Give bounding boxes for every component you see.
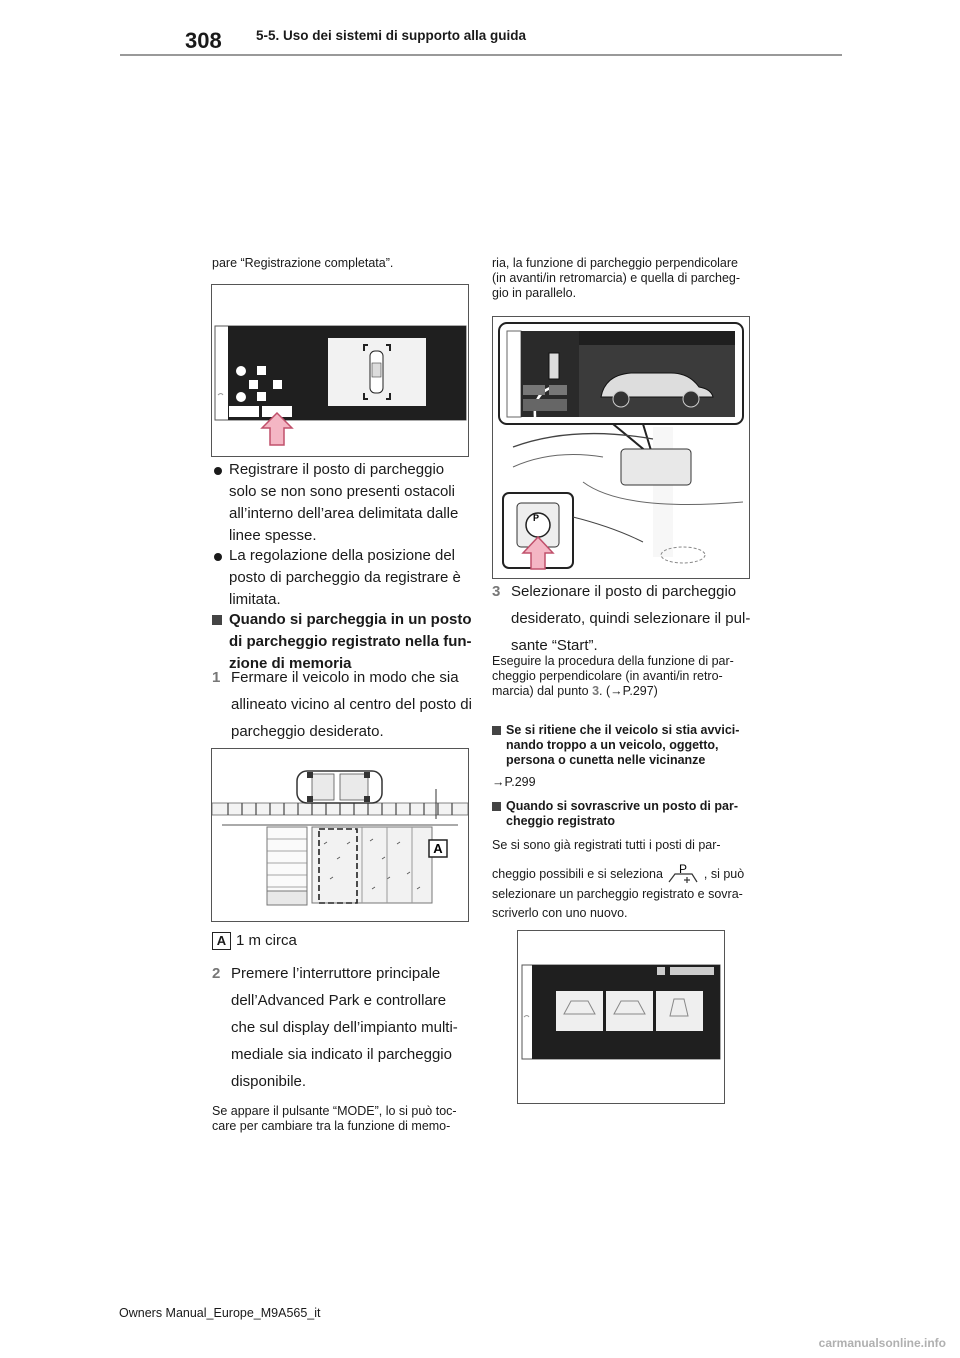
parking-p-icon bbox=[666, 862, 700, 884]
slot-selection-illustration bbox=[518, 931, 724, 1103]
proc-line bbox=[492, 684, 754, 699]
cont-line: (in avanti/in retromarcia) e quella di parcheg- bbox=[492, 271, 741, 285]
section-title: 5-5. Uso dei sistemi di supporto alla guida bbox=[256, 28, 527, 43]
proc-line: Eseguire la procedura della funzione di par- bbox=[492, 654, 734, 668]
figure-slot-selection bbox=[517, 930, 725, 1104]
overwrite-line-3: selezionare un parcheggio registrato e sovra- bbox=[492, 887, 743, 901]
step-2-number: 2 bbox=[212, 965, 221, 982]
intro-text: pare “Registrazione completata”. bbox=[212, 256, 394, 270]
heading-line: zione di memoria bbox=[229, 655, 352, 672]
proc-step-ref: 3 bbox=[592, 684, 600, 698]
heading-square-icon bbox=[212, 615, 222, 625]
heading-line: cheggio registrato bbox=[506, 814, 616, 828]
registration-screen-illustration bbox=[212, 285, 468, 456]
heading-too-close bbox=[506, 723, 756, 768]
procedure-text bbox=[492, 654, 754, 699]
bullet-2-line: La regolazione della posizione del bbox=[229, 547, 455, 564]
mode-note bbox=[212, 1104, 472, 1134]
heading-square-icon bbox=[492, 802, 501, 811]
caption-distance: 1 m circa bbox=[236, 932, 297, 949]
label-a-box: A bbox=[212, 932, 231, 950]
heading-line: di parcheggio registrato nella fun- bbox=[229, 633, 472, 650]
page-number: 308 bbox=[185, 28, 222, 53]
watermark: carmanualsonline.info bbox=[818, 1336, 946, 1350]
cont-line: ria, la funzione di parcheggio perpendicolare bbox=[492, 256, 738, 270]
overwrite-text: , si può bbox=[703, 867, 745, 881]
bullet-dot bbox=[214, 467, 222, 475]
overwrite-line-1: Se si sono già registrati tutti i posti di par- bbox=[492, 838, 721, 852]
note-line: Se appare il pulsante “MODE”, lo si può toc- bbox=[212, 1104, 457, 1118]
bullet-dot bbox=[214, 553, 222, 561]
heading-line: Quando si parcheggia in un posto bbox=[229, 611, 472, 628]
bullet-2-line: posto di parcheggio da registrare è bbox=[229, 569, 461, 586]
dashboard-illustration bbox=[493, 317, 749, 578]
step-3-text bbox=[511, 578, 756, 659]
figure-registration-screen bbox=[211, 284, 469, 457]
header-divider bbox=[120, 54, 842, 56]
step-2-line: disponibile. bbox=[231, 1073, 307, 1090]
step-3-line: Selezionare il posto di parcheggio bbox=[511, 583, 737, 600]
step-2-line: mediale sia indicato il parcheggio bbox=[231, 1046, 452, 1063]
step-1-line: Fermare il veicolo in modo che sia bbox=[231, 669, 459, 686]
page-reference-link[interactable]: P.297) bbox=[622, 684, 658, 698]
heading-line: Se si ritiene che il veicolo si stia avvici- bbox=[506, 723, 740, 737]
proc-text: . ( bbox=[599, 684, 611, 698]
heading-overwrite bbox=[506, 799, 756, 829]
figure-dashboard-switch bbox=[492, 316, 750, 579]
parking-lot-illustration bbox=[212, 749, 468, 921]
heading-line: Quando si sovrascrive un posto di par- bbox=[506, 799, 738, 813]
reference-p299 bbox=[492, 775, 536, 790]
arrow-icon: → bbox=[610, 684, 623, 698]
overwrite-line-4: scriverlo con uno nuovo. bbox=[492, 906, 628, 920]
bullet-2-line: limitata. bbox=[229, 591, 281, 608]
icon-p-letter: P bbox=[679, 862, 688, 876]
bullet-1-line: all’interno dell’area delimitata dalle bbox=[229, 505, 459, 522]
step-2-line: Premere l’interruttore principale bbox=[231, 965, 441, 982]
page-reference-link[interactable]: P.299 bbox=[504, 775, 536, 789]
note-line: care per cambiare tra la funzione di memo- bbox=[212, 1119, 451, 1133]
step-1-line: allineato vicino al centro del posto di bbox=[231, 696, 472, 713]
step-3-line: desiderato, quindi selezionare il pul- bbox=[511, 610, 751, 627]
heading-line: persona o cunetta nelle vicinanze bbox=[506, 753, 706, 767]
step-3-number: 3 bbox=[492, 583, 501, 600]
heading-line: nando troppo a un veicolo, oggetto, bbox=[506, 738, 719, 752]
proc-line: cheggio perpendicolare (in avanti/in retro- bbox=[492, 669, 723, 683]
figure-label-a: A bbox=[433, 841, 443, 856]
step-3-line: sante “Start”. bbox=[511, 637, 598, 654]
step-2-text bbox=[231, 960, 476, 1095]
bullet-1-line: linee spesse. bbox=[229, 527, 317, 544]
heading-square-icon bbox=[492, 726, 501, 735]
bullet-1-text bbox=[229, 459, 469, 547]
overwrite-text: cheggio possibili e si seleziona bbox=[492, 867, 663, 881]
step-1-text bbox=[231, 664, 476, 745]
cont-line: gio in parallelo. bbox=[492, 286, 577, 300]
registered-parking-icon bbox=[666, 862, 700, 884]
bullet-1-line: solo se non sono presenti ostacoli bbox=[229, 483, 455, 500]
figure-parking-position bbox=[211, 748, 469, 922]
step-1-number: 1 bbox=[212, 669, 221, 686]
continuation-text bbox=[492, 256, 752, 301]
bullet-1-line: Registrare il posto di parcheggio bbox=[229, 461, 445, 478]
switch-p-letter: P bbox=[533, 513, 540, 523]
proc-text: marcia) dal punto bbox=[492, 684, 593, 698]
step-2-line: che sul display dell’impianto multi- bbox=[231, 1019, 458, 1036]
bullet-2-text bbox=[229, 545, 469, 611]
overwrite-line-2 bbox=[492, 862, 744, 884]
footer-document-id: Owners Manual_Europe_M9A565_it bbox=[119, 1306, 321, 1320]
step-2-line: dell’Advanced Park e controllare bbox=[231, 992, 447, 1009]
arrow-icon: → bbox=[492, 775, 505, 789]
step-1-line: parcheggio desiderato. bbox=[231, 723, 384, 740]
